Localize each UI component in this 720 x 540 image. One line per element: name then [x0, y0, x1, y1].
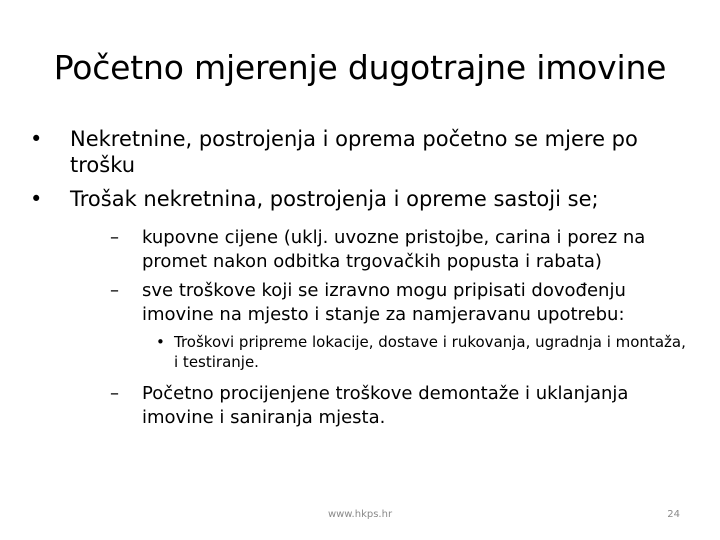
bullet-marker: •	[156, 333, 165, 351]
footer-url: www.hkps.hr	[327, 509, 393, 520]
slide-title: Početno mjerenje dugotrajne imovine	[53, 48, 667, 87]
bullet-item	[30, 126, 690, 178]
bullet-text: Nekretnine, postrojenja i oprema početno se mjere po trošku	[70, 127, 638, 177]
bullet-marker: •	[30, 127, 43, 151]
bullet-text: Trošak nekretnina, postrojenja i opreme sastoji se;	[70, 187, 599, 211]
sub-sub-bullet-text: Troškovi pripreme lokacije, dostave i rukovanja, ugradnja i montaža, i testiranje.	[174, 333, 686, 371]
page-number: 24	[667, 509, 680, 520]
dash-marker: –	[110, 383, 119, 404]
dash-marker: –	[110, 280, 119, 301]
bullet-item	[30, 186, 690, 212]
sub-bullet-item	[70, 382, 690, 430]
dash-marker: –	[110, 227, 119, 248]
sub-bullet-item	[70, 226, 690, 274]
slide-content	[30, 126, 690, 435]
sub-bullet-text: kupovne cijene (uklj. uvozne pristojbe, carina i porez na promet nakon odbitka trgovačkih popusta i rabata)	[142, 227, 646, 272]
bullet-marker: •	[30, 187, 43, 211]
sub-bullet-text: sve troškove koji se izravno mogu pripisati dovođenju imovine na mjesto i stanje za namjeravanu upotrebu:	[142, 280, 626, 325]
sub-sub-bullet-item	[70, 332, 690, 372]
sub-bullet-item	[70, 279, 690, 327]
sub-bullet-text: Početno procijenjene troškove demontaže i uklanjanja imovine i saniranja mjesta.	[142, 383, 629, 428]
